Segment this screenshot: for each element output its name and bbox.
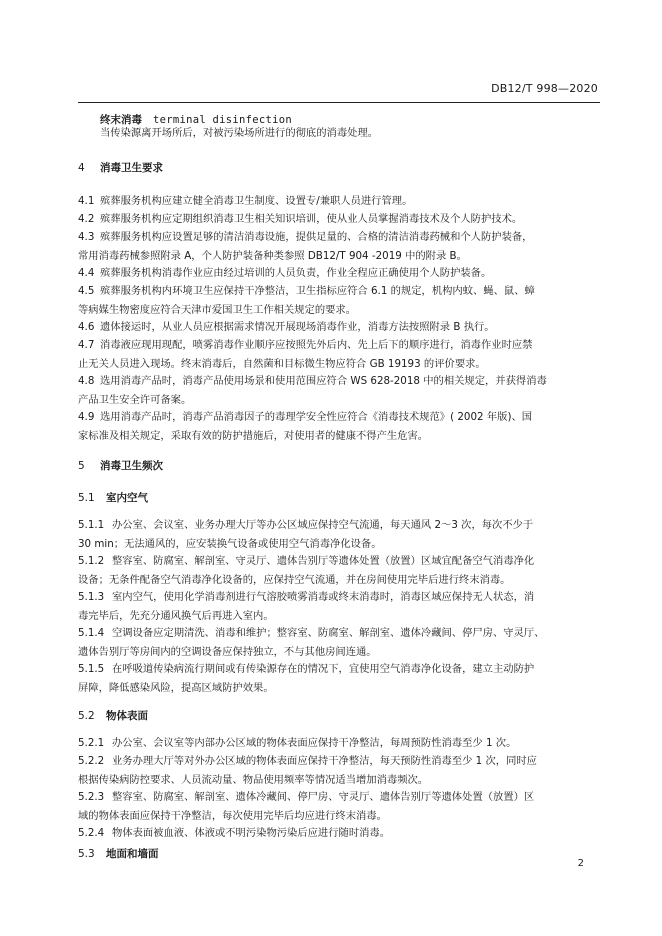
section-5-heading — [78, 458, 163, 473]
subsection-5-1-heading — [78, 490, 148, 505]
header-rule — [78, 102, 600, 103]
subsection-number: 5.3 — [78, 848, 95, 860]
clause-line: 毒完毕后，先充分通风换气后再进入室内。 — [78, 610, 274, 623]
clause-4-9 — [78, 408, 600, 446]
clause-4-2 — [78, 210, 600, 229]
clause-number: 4.2 — [78, 213, 95, 225]
clause-line: 域的物体表面应保持干净整洁，每次使用完毕后均应进行终末消毒。 — [78, 810, 387, 823]
clause-line: 30 min；无法通风的，应安装换气设备或使用空气消毒净化设备。 — [78, 538, 382, 551]
clause-line: 在呼吸道传染病流行期间或有传染源存在的情况下，宜使用空气消毒净化设备，建立主动防护 — [112, 663, 535, 675]
clause-line: 整容室、防腐室、解剖室、守灵厅、遗体告别厅等遗体处置（放置）区域宜配备空气消毒净化 — [112, 555, 535, 567]
clause-line: 家标准及相关规定，采取有效的防护措施后，对使用者的健康不得产生危害。 — [78, 430, 429, 443]
clause-number: 5.2.2 — [78, 755, 105, 767]
clause-line: 选用消毒产品时，消毒产品消毒因子的毒理学安全性应符合《消毒技术规范》( 2002 年版)、国 — [100, 411, 533, 423]
page-number: 2 — [577, 858, 584, 869]
clause-5-1-4 — [78, 624, 600, 662]
subsection-number: 5.2 — [78, 710, 95, 722]
clause-line: 遗体告别厅等房间内的空调设备应保持独立，不与其他房间连通。 — [78, 646, 377, 659]
subsection-title: 地面和墙面 — [106, 848, 159, 860]
clause-4-4 — [78, 264, 600, 283]
clause-4-6 — [78, 318, 600, 337]
section-4-heading — [78, 160, 163, 175]
document-number: DB12/T 998—2020 — [491, 82, 598, 95]
clause-5-2-4 — [78, 824, 600, 843]
section-4-heading-number: 4 — [78, 162, 85, 174]
subsection-number: 5.1 — [78, 492, 95, 504]
subsection-5-2-heading — [78, 708, 148, 723]
section-5-heading-text: 消毒卫生频次 — [100, 460, 163, 472]
clause-5-2-3 — [78, 788, 600, 826]
clause-line: 屏障，降低感染风险，提高区域防护效果。 — [78, 682, 274, 695]
clause-line: 产品卫生安全许可备案。 — [78, 394, 192, 407]
clause-line: 根据传染病防控要求、人员流动量、物品使用频率等情况适当增加消毒频次。 — [78, 774, 429, 787]
clause-number: 5.1.3 — [78, 591, 105, 603]
clause-4-7 — [78, 336, 600, 374]
clause-line: 设备；无条件配备空气消毒净化设备的，应保持空气流通，并在房间使用完毕后进行终末消毒。 — [78, 574, 511, 587]
clause-5-1-5 — [78, 660, 600, 698]
clause-4-5 — [78, 282, 600, 320]
clause-number: 5.2.3 — [78, 791, 105, 803]
clause-line: 殡葬服务机构应建立健全消毒卫生制度、设置专/兼职人员进行管理。 — [100, 195, 413, 207]
subsection-5-3-heading — [78, 846, 159, 861]
clause-line: 等病媒生物密度应符合天津市爱国卫生工作相关规定的要求。 — [78, 304, 357, 317]
clause-5-2-2 — [78, 752, 600, 790]
clause-line: 物体表面被血液、体液或不明污染物污染后应进行随时消毒。 — [112, 827, 391, 839]
subsection-title: 物体表面 — [106, 710, 148, 722]
clause-number: 4.7 — [78, 339, 95, 351]
clause-line: 殡葬服务机构应定期组织消毒卫生相关知识培训，使从业人员掌握消毒技术及个人防护技术。 — [100, 213, 523, 225]
clause-number: 4.6 — [78, 321, 95, 333]
clause-line: 整容室、防腐室、解剖室、遗体冷藏间、停尸房、守灵厅、遗体告别厅等遗体处置（放置）区 — [112, 791, 535, 803]
clause-number: 4.3 — [78, 231, 95, 243]
clause-number: 4.5 — [78, 285, 95, 297]
clause-5-1-2 — [78, 552, 600, 590]
term-title-en: terminal disinfection — [152, 114, 293, 126]
clause-line: 止无关人员进入现场。终末消毒后，自然菌和目标微生物应符合 GB 19193 的评价要求。 — [78, 358, 486, 371]
clause-4-1 — [78, 192, 600, 211]
clause-number: 5.2.1 — [78, 737, 105, 749]
clause-4-8 — [78, 372, 600, 410]
clause-5-1-1 — [78, 516, 600, 554]
clause-number: 5.1.1 — [78, 519, 105, 531]
clause-number: 5.1.2 — [78, 555, 105, 567]
clause-line: 空调设备应定期清洗、消毒和维护；整容室、防腐室、解剖室、遗体冷藏间、停尸房、守灵厅、 — [112, 627, 545, 639]
clause-line: 消毒液应现用现配，喷雾消毒作业顺序应按照先外后内、先上后下的顺序进行，消毒作业时应禁 — [100, 339, 533, 351]
clause-line: 办公室、会议室、业务办理大厅等办公区域应保持空气流通，每天通风 2～3 次，每次不少于 — [112, 519, 534, 531]
clause-line: 室内空气，使用化学消毒剂进行气溶胶喷雾消毒或终末消毒时，消毒区域应保持无人状态，消 — [112, 591, 535, 603]
clause-line: 殡葬服务机构内环境卫生应保持干净整洁，卫生指标应符合 6.1 的规定，机构内蚊、蝇、鼠、蟑 — [100, 285, 535, 297]
term-title-cn: 终末消毒 — [100, 114, 142, 126]
clause-line: 殡葬服务机构消毒作业应由经过培训的人员负责，作业全程应正确使用个人防护装备。 — [100, 267, 492, 279]
clause-line: 遗体接运时，从业人员应根据需求情况开展现场消毒作业，消毒方法按照附录 B 执行。 — [100, 321, 495, 333]
clause-4-3 — [78, 228, 600, 266]
clause-5-2-1 — [78, 734, 600, 753]
clause-number: 4.8 — [78, 375, 95, 387]
section-4-heading-text: 消毒卫生要求 — [100, 162, 163, 174]
section-5-heading-number: 5 — [78, 460, 85, 472]
clause-line: 殡葬服务机构应设置足够的清洁消毒设施，提供足量的、合格的清洁消毒药械和个人防护装备， — [100, 231, 533, 243]
clause-number: 4.4 — [78, 267, 95, 279]
clause-line: 业务办理大厅等对外办公区域的物体表面应保持干净整洁，每天预防性消毒至少 1 次，同时应 — [112, 755, 537, 767]
clause-number: 5.1.4 — [78, 627, 105, 639]
clause-number: 5.1.5 — [78, 663, 105, 675]
term-definition: 当传染源离开场所后，对被污染场所进行的彻底的消毒处理。 — [100, 127, 379, 139]
clause-number: 4.9 — [78, 411, 95, 423]
clause-number: 5.2.4 — [78, 827, 105, 839]
subsection-title: 室内空气 — [106, 492, 148, 504]
clause-line: 办公室、会议室等内部办公区域的物体表面应保持干净整洁，每周预防性消毒至少 1 次。 — [112, 737, 517, 749]
clause-line: 常用消毒药械参照附录 A，个人防护装备种类参照 DB12/T 904 -2019 中的附录 B。 — [78, 250, 467, 263]
clause-line: 选用消毒产品时，消毒产品使用场景和使用范围应符合 WS 628-2018 中的相关规定，并获得消毒 — [100, 375, 547, 387]
clause-number: 4.1 — [78, 195, 95, 207]
clause-5-1-3 — [78, 588, 600, 626]
